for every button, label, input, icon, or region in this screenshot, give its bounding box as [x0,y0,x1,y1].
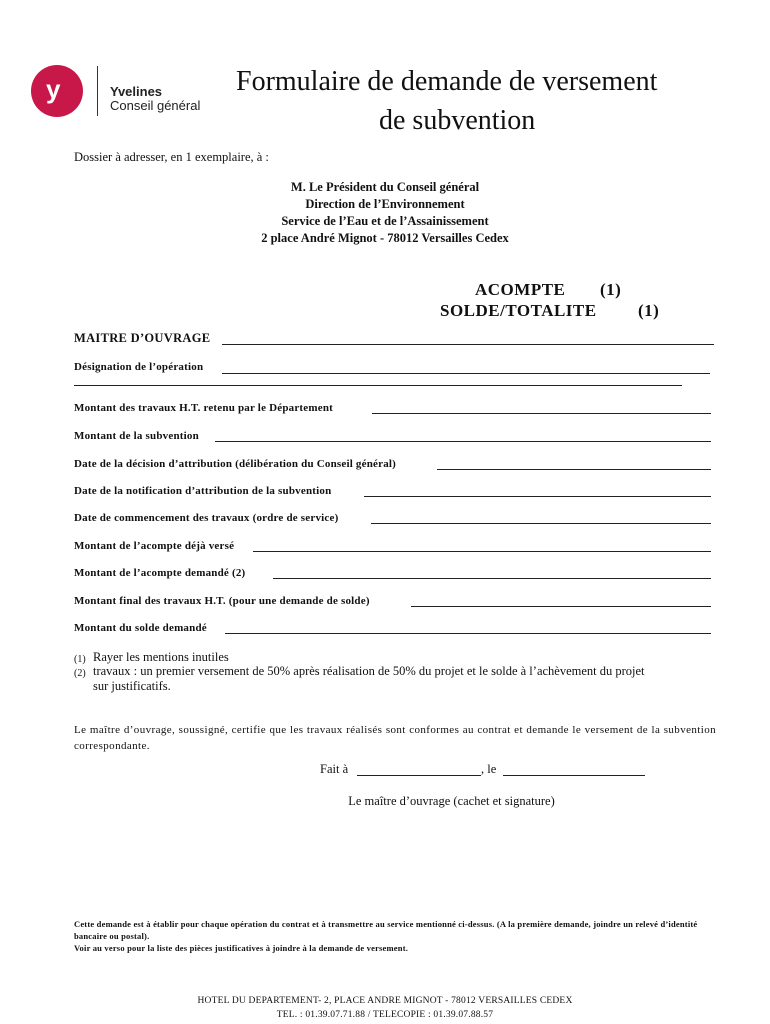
intro-text: Dossier à adresser, en 1 exemplaire, à : [74,150,269,164]
note-number: (1) [74,654,86,665]
signature-label: Le maître d’ouvrage (cachet et signature) [348,794,555,808]
certification-text: Le maître d’ouvrage, soussigné, certifie que les travaux réalisés sont conformes au contrat et demande le versement de la subvention correspondante. [74,724,716,752]
maitre-ouvrage-field[interactable] [222,344,714,345]
svg-text:y: y [46,74,61,104]
footer-phone: TEL. : 01.39.07.71.88 / TELECOPIE : 01.39.07.88.57 [276,1010,494,1020]
designation-field[interactable] [222,373,710,374]
acompte-ref: (1) [600,280,622,299]
montant-travaux-field[interactable] [372,413,711,414]
solde-ref: (1) [638,301,660,320]
acompte-verse-field[interactable] [253,551,711,552]
fait-a-label: Fait à [320,762,349,776]
address-line: 2 place André Mignot - 78012 Versailles Cedex [261,231,509,245]
date-field[interactable] [503,775,645,776]
logo-name: Yvelines [110,84,163,99]
field-label: Montant final des travaux H.T. (pour une demande de solde) [74,595,370,607]
field-label: Montant de la subvention [74,430,199,442]
note-text: travaux : un premier versement de 50% après réalisation de 50% du projet et le solde à l’achèvement du projet [93,664,645,678]
field-label: Montant de l’acompte demandé (2) [74,567,246,579]
note-number: (2) [74,668,86,679]
solde-demande-field[interactable] [225,633,711,634]
bottom-note: Cette demande est à établir pour chaque opération du contrat et à transmettre au service mentionné ci-dessus. (A la première demande, joindre un relevé d’identité bancaire ou postal). [74,919,698,941]
footer-address: HOTEL DU DEPARTEMENT- 2, PLACE ANDRE MIGNOT - 78012 VERSAILLES CEDEX [197,996,573,1006]
maitre-ouvrage-label: MAITRE D’OUVRAGE [74,331,211,345]
address-line: Service de l’Eau et de l’Assainissement [281,214,489,228]
date-notification-field[interactable] [364,496,711,497]
date-label: , le [481,762,497,776]
lieu-field[interactable] [357,775,481,776]
field-label: Montant des travaux H.T. retenu par le Département [74,402,333,414]
field-label: Montant du solde demandé [74,622,207,634]
montant-final-field[interactable] [411,606,711,607]
page-title-line2: de subvention [379,105,536,136]
address-line: Direction de l’Environnement [305,197,465,211]
field-label: Date de la décision d’attribution (délibération du Conseil général) [74,458,397,470]
note-text: Rayer les mentions inutiles [93,650,229,664]
field-label: Montant de l’acompte déjà versé [74,540,235,552]
designation-field-line2[interactable] [74,385,682,386]
field-label: Date de la notification d’attribution de la subvention [74,485,332,497]
logo-subtitle: Conseil général [110,98,201,113]
acompte-label: ACOMPTE [475,280,566,299]
page-title-line1: Formulaire de demande de versement [236,66,658,97]
designation-label: Désignation de l’opération [74,361,204,373]
date-commencement-field[interactable] [371,523,711,524]
logo-divider [97,66,98,116]
address-line: M. Le Président du Conseil général [290,180,480,194]
svg-text:’: ’ [66,67,73,94]
field-label: Date de commencement des travaux (ordre de service) [74,512,339,524]
montant-subvention-field[interactable] [215,441,711,442]
acompte-demande-field[interactable] [273,578,711,579]
date-decision-field[interactable] [437,469,711,470]
solde-label: SOLDE/TOTALITE [440,301,597,320]
bottom-note: Voir au verso pour la liste des pièces justificatives à joindre à la demande de versement. [74,943,409,953]
note-text: sur justificatifs. [93,679,171,693]
yvelines-logo-icon [30,64,88,118]
